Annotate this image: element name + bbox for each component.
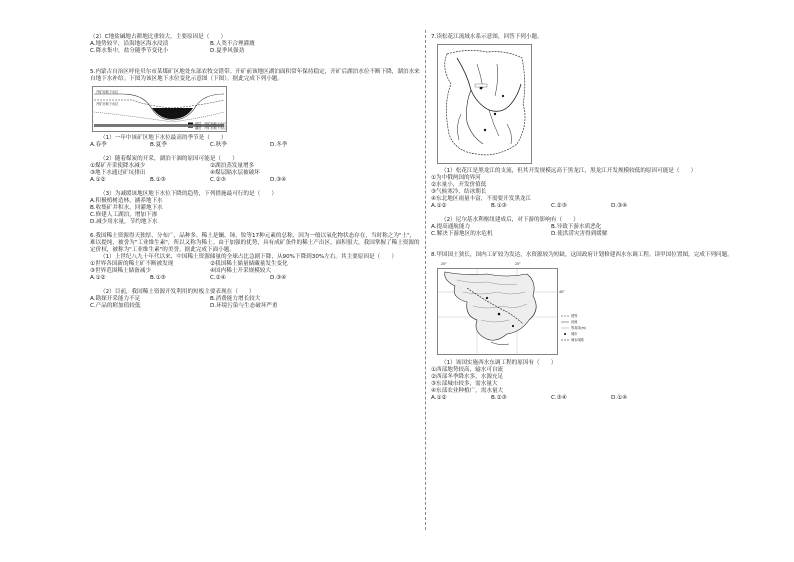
option: A.①② xyxy=(90,176,106,183)
right-column xyxy=(431,34,761,402)
legend-border: 国界 xyxy=(571,313,578,318)
q4-2-options-row2 xyxy=(90,48,420,55)
option: C.②④ xyxy=(210,274,226,281)
q6-1-items-row2 xyxy=(90,268,420,275)
option: D.③④ xyxy=(270,274,287,281)
q7-2-options-row2 xyxy=(431,231,761,238)
option: A.提高通航能力 xyxy=(431,223,471,230)
q6-1-stem: （1）上世纪八九十年代以来，中国稀土资源储量的全球占比急剧下降，从90%下降到30%左右。其主要原因是（ ） xyxy=(100,253,397,260)
item: ④东北地区雨量丰富，不需要开发黑龙江 xyxy=(431,195,532,202)
legend-route: 调水线路 xyxy=(571,337,584,342)
q6-2-options-row1 xyxy=(90,296,420,303)
item: ②湖泊蒸发量增多 xyxy=(210,162,255,169)
q5-2-stem: （2）随着煤炭的开采，湖泊干涸的原因可能是（ ） xyxy=(100,155,238,162)
lon-label: 20° xyxy=(441,261,447,266)
q5-stem: 5.内蒙古自治区呼伦贝尔市某煤矿区地处东部农牧交错带。开矿前该地区湖泊面积常年保持稳定，开矿后湖泊水位不断下降，湖泊水来自地下水补给。下图为该区地下水位变化示意图（下图）。据此完成下列小题。 xyxy=(90,68,420,82)
option: D.③④ xyxy=(611,202,628,209)
option: B.消费能力增长较大 xyxy=(210,295,261,302)
option: D.减少用水量，节约地下水 xyxy=(90,218,158,225)
item: ③气候寒冷，结冰期长 xyxy=(431,188,487,195)
q5-2-items-row1 xyxy=(90,163,420,170)
item: ①世界各国新的稀土矿不断被发现 xyxy=(90,260,174,267)
lat-label: 40° xyxy=(559,289,565,294)
option: C.③④ xyxy=(551,394,567,401)
legend-before: 开矿前地下水位 xyxy=(204,121,227,126)
q4-2-stem: （2）C地盐碱地占耕地比重较大，主要原因是（ ） xyxy=(90,34,227,40)
q5-1-options xyxy=(90,142,420,149)
q8-stem: 8.甲国国土狭长，国内工矿较为发达，水资源较为短缺，这国政府计划修建西水东调工程。读甲国位置图，完成下列问题。 xyxy=(431,251,733,258)
diagram-label-mid: 开矿后地下水位 xyxy=(96,101,119,106)
groundwater-diagram xyxy=(92,86,227,132)
item: ④东部农业种植广，需水量大 xyxy=(431,387,504,394)
option: D.环境污染与生态破坏严重 xyxy=(210,302,278,309)
q5-1-stem: （1）一年中该矿区地下水位最高的季节是（ ） xyxy=(100,134,227,141)
option: B.①③ xyxy=(491,202,507,209)
item: ③地下水通过矿坑排出 xyxy=(90,169,146,176)
songhua-river-map-svg xyxy=(437,44,532,164)
option: C.②③ xyxy=(210,176,226,183)
item: ①西部地势较高，输水可自流 xyxy=(431,366,504,373)
option: D.夏季风强劲 xyxy=(210,47,245,54)
q8-1-stem: （1）该国实施西水东调工程的原因有（ ） xyxy=(441,359,557,366)
option: C.秋季 xyxy=(210,141,227,148)
item: ④煤层隔水层被破坏 xyxy=(210,169,260,176)
option: B.导致下游水质恶化 xyxy=(551,223,602,230)
option: A.春季 xyxy=(90,141,107,148)
item: ②西部冬季降水多，水源充足 xyxy=(431,373,504,380)
legend-contour: 等高线(m) xyxy=(571,325,587,330)
option: D.③④ xyxy=(270,176,287,183)
option: D.冬季 xyxy=(270,141,288,148)
item: ③东部城市较多，需水量大 xyxy=(431,380,498,387)
q7-1-options xyxy=(431,203,761,210)
option: B.①③ xyxy=(150,274,166,281)
legend-coal: 煤层 xyxy=(195,121,202,126)
country-location-map xyxy=(437,262,592,357)
option: B.夏季 xyxy=(150,141,167,148)
option: A.地势较平，沿海地区海水浸渍 xyxy=(90,40,169,47)
songhua-river-map xyxy=(437,44,532,164)
item: ②水量小，开发价值低 xyxy=(431,181,487,188)
q8-1-options xyxy=(431,395,761,402)
legend-after: 开矿后地下水位 xyxy=(204,125,227,130)
option: A.勘探开采能力不足 xyxy=(90,295,141,302)
option: B.①③ xyxy=(150,176,166,183)
option: C.②③ xyxy=(551,202,567,209)
q7-2-options-row1 xyxy=(431,224,761,231)
legend-city: 城市 xyxy=(571,331,578,336)
option: A.①② xyxy=(431,202,447,209)
option: B.人类不合理灌溉 xyxy=(210,40,255,47)
option: A.①② xyxy=(431,394,447,401)
item: ③世界范围稀土储备减少 xyxy=(90,267,151,274)
item: ①煤矿开采使降水减少 xyxy=(90,162,146,169)
column-divider xyxy=(425,30,426,530)
item: ②我国稀土储量储藏量发生变化 xyxy=(210,260,288,267)
option: B.②③ xyxy=(491,394,507,401)
q5-3-stem: （3）为减缓该地区地下水位下降的趋势，下列措施最可行的是（ ） xyxy=(100,190,277,197)
lon-label: 25° xyxy=(515,261,521,266)
option: C.修建人工湖泊，增加下渗 xyxy=(90,211,158,218)
item: ④国内稀土开采规模较大 xyxy=(210,267,271,274)
item: ①为中俄两国的界河 xyxy=(431,174,481,181)
country-location-map-svg xyxy=(437,262,592,357)
option: C.解决下游地区的水危机 xyxy=(431,230,493,237)
q7-stem: 7.读松花江流域水系示意图，回答下列小题。 xyxy=(431,34,543,40)
q6-stem: 6.我国稀土资源得天独厚，分布广，品种多。稀土是镧、铈、钕等17种元素的总称，因为一般以氧化物状态存在，当时称之为"土"，难以提纯，被誉为"工业维生素"，所以又称为稀土。由于加强的优势，具有成矿条件的稀土产出区，面积很大，我国掌握了稀土资源的定价权，被称为"工业维生素"的美誉。据此完成下面小题。 xyxy=(90,232,420,253)
q4-2-options-row1 xyxy=(90,41,420,48)
legend-lake: 湖泊 xyxy=(195,125,202,130)
option: B.收集矿井积水，回灌地下水 xyxy=(90,204,163,211)
option: C.降水集中，盐分随季节变化小 xyxy=(90,47,169,54)
q5-2-options xyxy=(90,177,420,184)
left-column xyxy=(90,34,420,310)
q5-2-items-row2 xyxy=(90,170,420,177)
q6-2-stem: （2）目前，我国稀土资源开发利用的短板主要表现在（ ） xyxy=(100,288,255,295)
option: D.使洪涝灾害得到缓解 xyxy=(551,230,608,237)
option: D.①④ xyxy=(611,394,628,401)
q6-2-options-row2 xyxy=(90,303,420,310)
q7-1-stem: （1）松花江是黑龙江的支流，但其开发规模远高于黑龙江，黑龙江开发规模较低的原因可能是（ ） xyxy=(441,167,697,174)
option: A.①② xyxy=(90,274,106,281)
diagram-label-top: 开矿前地下水位 xyxy=(96,89,119,94)
q7-2-stem: （2）尼尔基水利枢纽建成后，对下游的影响有（ ） xyxy=(441,216,579,223)
option: C.产品的附加值较低 xyxy=(90,302,141,309)
legend-river: 河流 xyxy=(571,319,578,324)
q6-1-options xyxy=(90,275,420,282)
q6-1-items-row1 xyxy=(90,261,420,268)
option: A.积极植树造林，涵养地下水 xyxy=(90,197,163,204)
